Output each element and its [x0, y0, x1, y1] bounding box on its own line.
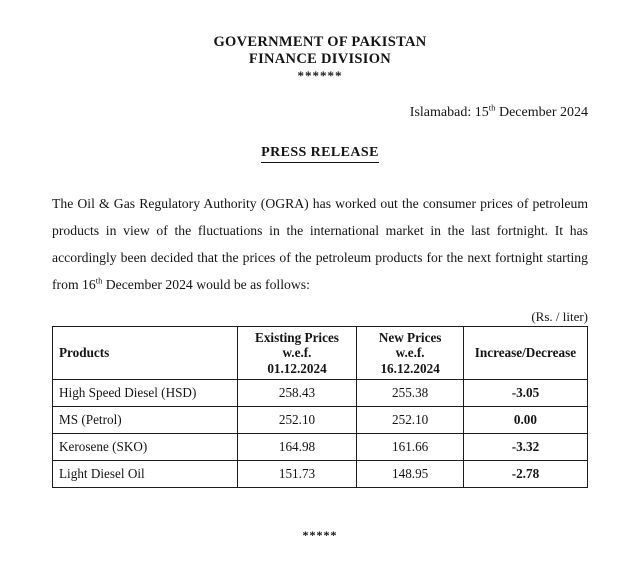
table-header-row	[53, 327, 588, 380]
header-existing-line-2: w.e.f.	[282, 345, 312, 361]
press-title-wrap	[52, 143, 588, 163]
body-paragraph	[52, 190, 588, 298]
product-name: Light Diesel Oil	[53, 461, 238, 488]
header-increase-decrease: Increase/Decrease	[463, 327, 587, 380]
body-ordinal-suffix: th	[95, 275, 103, 286]
header-new-prices	[357, 327, 463, 380]
table-row	[53, 434, 588, 461]
product-name: High Speed Diesel (HSD)	[53, 380, 238, 407]
org-name: GOVERNMENT OF PAKISTAN	[213, 34, 427, 50]
new-price: 148.95	[357, 461, 463, 488]
existing-price: 258.43	[237, 380, 357, 407]
price-change: -3.05	[463, 380, 587, 407]
price-change: 0.00	[463, 407, 587, 434]
header-products: Products	[53, 327, 238, 380]
new-price: 255.38	[357, 380, 463, 407]
header-existing-line-1: Existing Prices	[255, 329, 339, 345]
header-stars: ******	[297, 68, 343, 83]
body-text-segment-2: December 2024 would be as follows:	[102, 277, 310, 292]
dateline-ordinal-suffix: th	[488, 102, 496, 113]
dateline	[52, 104, 588, 122]
header-new-line-1: New Prices	[378, 329, 442, 345]
body-text-segment-1: The Oil & Gas Regulatory Authority (OGRA) has worked out the consumer prices of petroleum products in view of the fluctuations in the international market in the last fortnight. It has accordingly been decided that the prices of the petroleum products for the next fortnight starting from 16	[52, 196, 588, 292]
header-existing-prices	[237, 327, 357, 380]
price-change: -3.32	[463, 434, 587, 461]
price-change: -2.78	[463, 461, 587, 488]
header-existing-line-3: 01.12.2024	[267, 360, 327, 376]
header-new-line-3: 16.12.2024	[380, 360, 440, 376]
units-note: (Rs. / liter)	[531, 309, 588, 324]
table-row	[53, 461, 588, 488]
existing-price: 151.73	[237, 461, 357, 488]
new-price: 161.66	[357, 434, 463, 461]
new-price: 252.10	[357, 407, 463, 434]
dateline-suffix: December 2024	[495, 105, 588, 120]
press-release-title: PRESS RELEASE	[261, 145, 379, 163]
existing-price: 164.98	[237, 434, 357, 461]
product-name: Kerosene (SKO)	[53, 434, 238, 461]
product-name: MS (Petrol)	[53, 407, 238, 434]
table-row	[53, 407, 588, 434]
petroleum-prices-table	[52, 326, 588, 488]
existing-price: 252.10	[237, 407, 357, 434]
dateline-prefix: Islamabad: 15	[409, 105, 489, 120]
table-row	[53, 380, 588, 407]
footer-stars: *****	[302, 528, 338, 542]
division-name: FINANCE DIVISION	[248, 51, 392, 67]
letterhead	[52, 34, 588, 83]
header-new-line-2: w.e.f.	[395, 345, 425, 361]
